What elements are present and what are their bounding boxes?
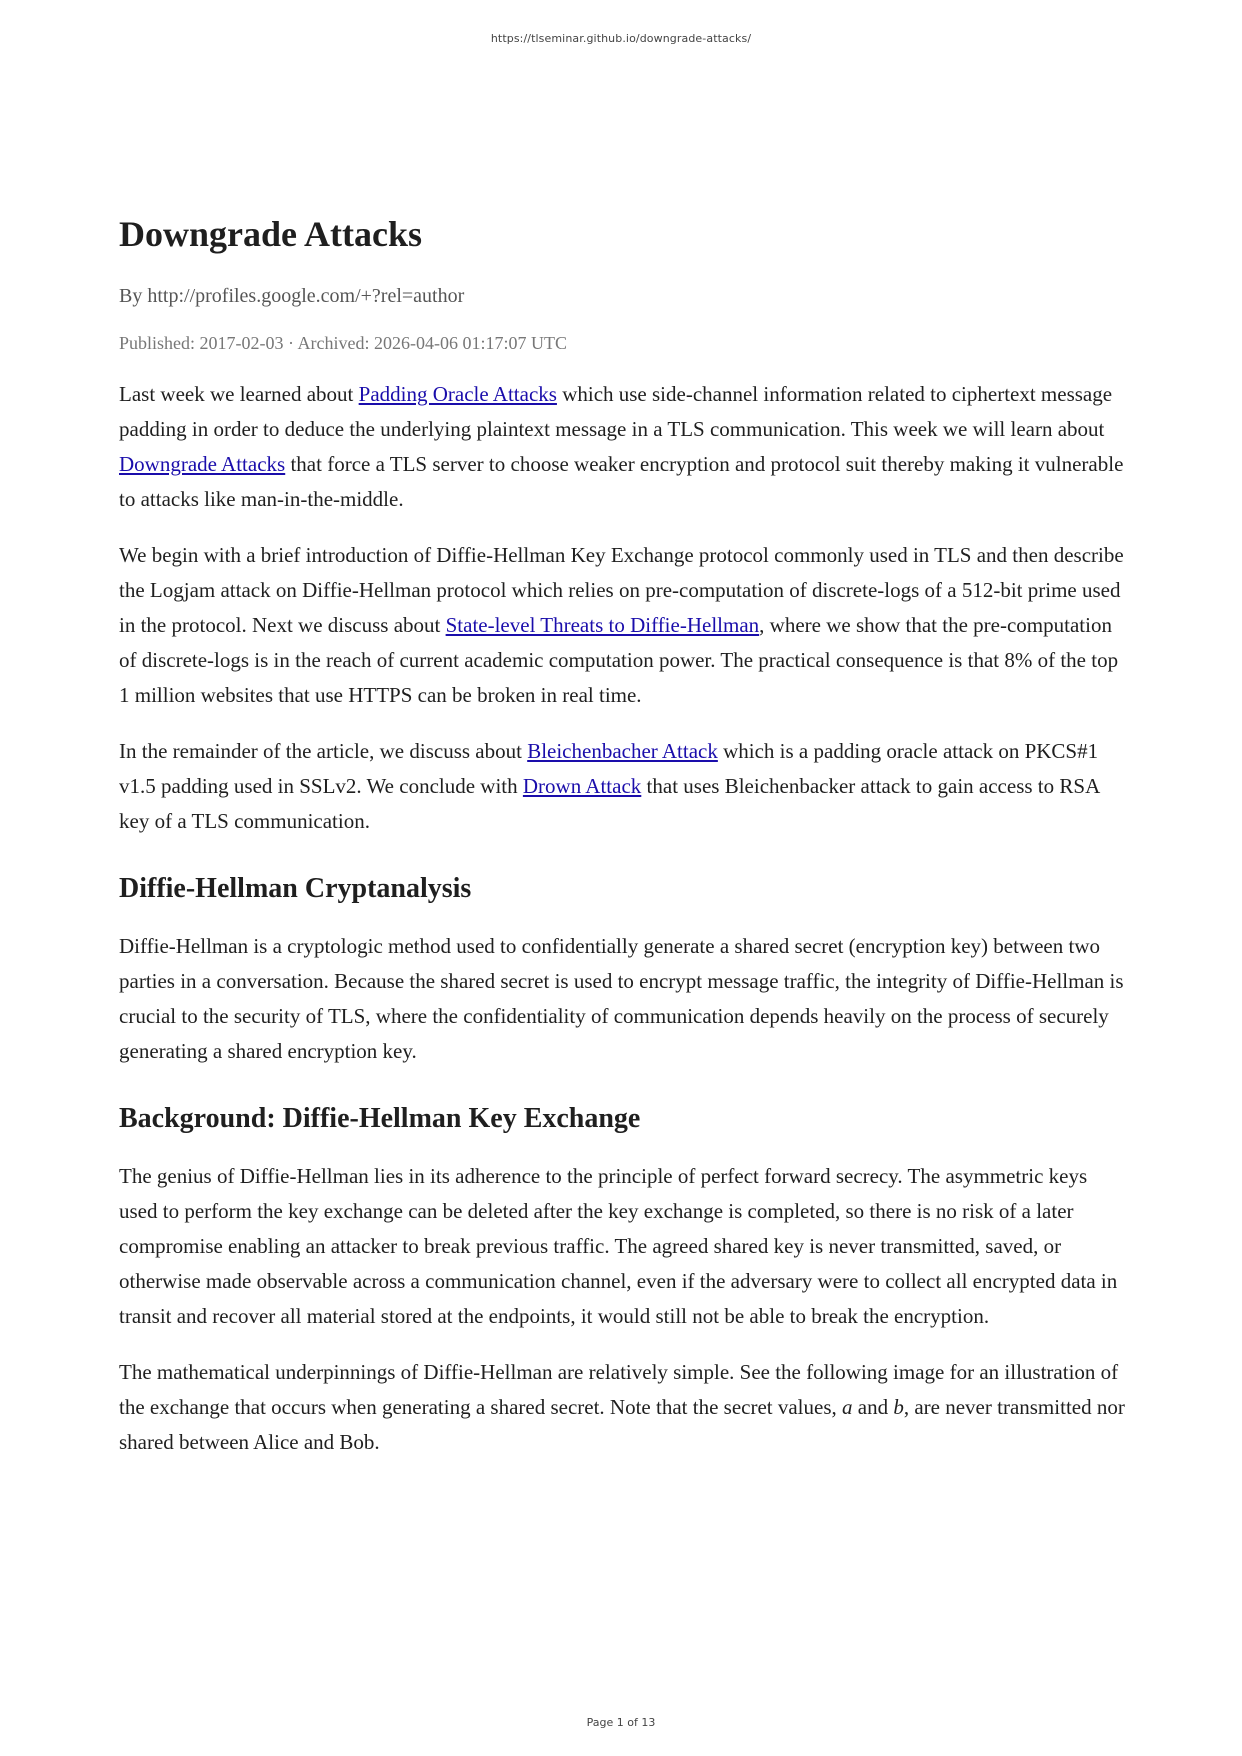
publish-meta: Published: 2017-02-03 · Archived: 2026-04-06 01:17:07 UTC bbox=[119, 333, 567, 353]
link-drown-attack[interactable]: Drown Attack bbox=[522, 774, 642, 798]
article bbox=[119, 212, 1129, 1481]
paragraph-logjam: We begin with a brief introduction of Diffie-Hellman Key Exchange protocol commonly used in TLS and then describe the Logjam attack on Diffie-Hellman protocol which relies on pre-computation of discrete-logs of a 512-bit prime used in the protocol. Next we discuss about State-level Threats to Diffie-Hellman, where we show that the pre-computation of discrete-logs is in the reach of current academic computation power. The practical consequence is that 8% of the top 1 million websites that use HTTPS can be broken in real time. bbox=[119, 543, 1124, 707]
article-title: Downgrade Attacks bbox=[119, 214, 422, 254]
link-padding-oracle-attacks[interactable]: Padding Oracle Attacks bbox=[358, 382, 557, 406]
variable-a: a bbox=[842, 1395, 853, 1419]
paragraph-bleichenbacher: In the remainder of the article, we discuss about Bleichenbacher Attack which is a padding oracle attack on PKCS#1 v1.5 padding used in SSLv2. We conclude with Drown Attack that uses Bleichenbacker attack to gain access to RSA key of a TLS communication. bbox=[119, 739, 1100, 833]
link-state-level-threats[interactable]: State-level Threats to Diffie-Hellman bbox=[445, 613, 760, 637]
heading-dh-background: Background: Diffie-Hellman Key Exchange bbox=[119, 1103, 641, 1134]
paragraph-math: The mathematical underpinnings of Diffie-Hellman are relatively simple. See the following image for an illustration of the exchange that occurs when generating a shared secret. Note that the secret values, a and b, are never transmitted nor shared between Alice and Bob. bbox=[119, 1360, 1125, 1454]
link-bleichenbacher-attack[interactable]: Bleichenbacher Attack bbox=[527, 739, 718, 763]
variable-b: b bbox=[893, 1395, 904, 1419]
link-downgrade-attacks[interactable]: Downgrade Attacks bbox=[119, 452, 286, 476]
page-url-header: https://tlseminar.github.io/downgrade-attacks/ bbox=[490, 32, 752, 45]
page-number: Page 1 of 13 bbox=[586, 1716, 656, 1729]
heading-dh-cryptanalysis: Diffie-Hellman Cryptanalysis bbox=[119, 873, 472, 904]
paragraph-forward-secrecy: The genius of Diffie-Hellman lies in its adherence to the principle of perfect forward secrecy. The asymmetric keys used to perform the key exchange can be deleted after the key exchange is completed, so there is no risk of a later compromise enabling an attacker to break previous traffic. The agreed shared key is never transmitted, saved, or otherwise made observable across a communication channel, even if the adversary were to collect all encrypted data in transit and recover all material stored at the endpoints, it would still not be able to break the encryption. bbox=[119, 1164, 1118, 1328]
paragraph-dh-intro: Diffie-Hellman is a cryptologic method used to confidentially generate a shared secret (encryption key) between two parties in a conversation. Because the shared secret is used to encrypt message traffic, the integrity of Diffie-Hellman is crucial to the security of TLS, where the confidentiality of communication depends heavily on the process of securely generating a shared encryption key. bbox=[119, 934, 1124, 1063]
paragraph-intro: Last week we learned about Padding Oracle Attacks which use side-channel information related to ciphertext message padding in order to deduce the underlying plaintext message in a TLS communication. This week we will learn about Downgrade Attacks that force a TLS server to choose weaker encryption and protocol suit thereby making it vulnerable to attacks like man-in-the-middle. bbox=[119, 382, 1124, 511]
author-byline: By http://profiles.google.com/+?rel=author bbox=[119, 285, 465, 307]
